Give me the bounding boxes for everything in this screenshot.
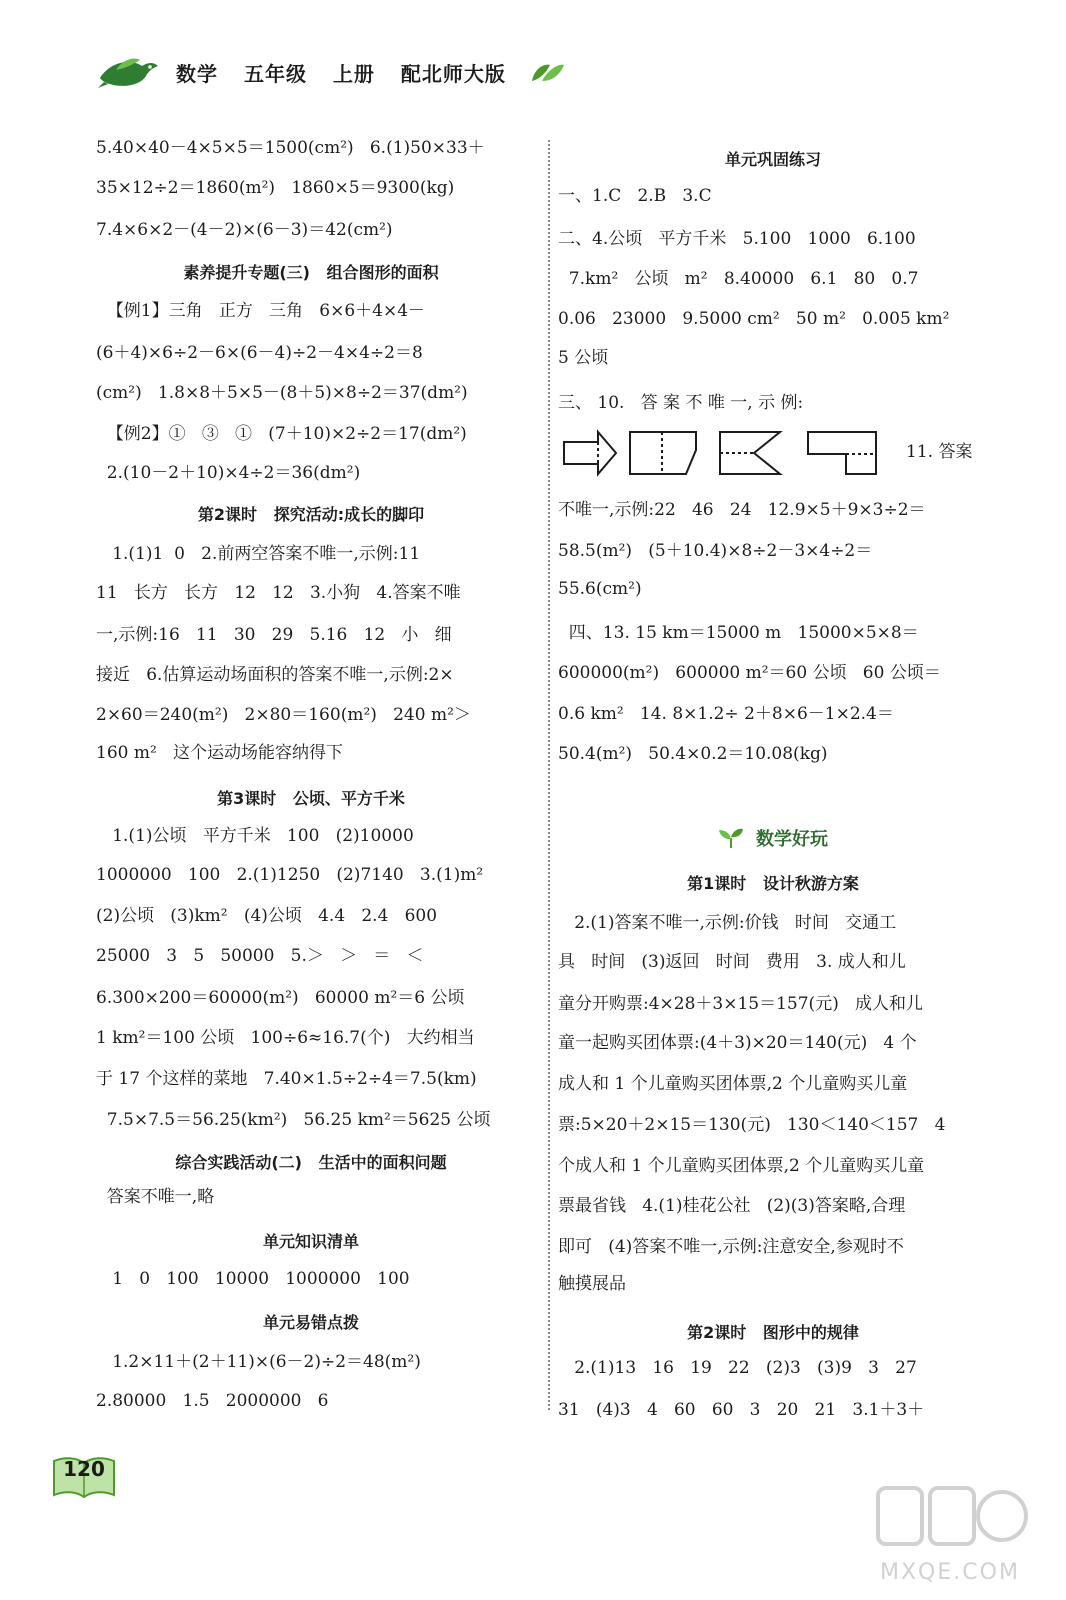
answer-line: 二、4.公顷 平方千米 5.100 1000 6.100: [558, 229, 916, 249]
header-volume: 上册: [332, 61, 375, 86]
answer-line: 1 km²＝100 公顷 100÷6≈16.7(个) 大约相当: [96, 1028, 475, 1048]
answer-line: 个成人和 1 个儿童购买团体票,2 个儿童购买儿童: [558, 1156, 925, 1176]
page-number-badge: [52, 1455, 116, 1501]
answer-line: 11 长方 长方 12 12 3.小狗 4.答案不唯: [96, 583, 461, 603]
answer-line: 2.(1)答案不唯一,示例:价钱 时间 交通工: [558, 913, 897, 933]
answer-line: 0.06 23000 9.5000 cm² 50 m² 0.005 km²: [558, 309, 950, 329]
arrow-shape: [564, 432, 616, 474]
answer-line: 于 17 个这样的菜地 7.40×1.5÷2÷4＝7.5(km): [96, 1069, 477, 1089]
answer-line: 1.(1)1 0 2.前两空答案不唯一,示例:11: [96, 544, 421, 564]
answer-line: 2.(10－2＋10)×4÷2＝36(dm²): [96, 463, 361, 483]
watermark-logo-icon: [872, 1478, 1032, 1558]
answer-line: 7.km² 公顷 m² 8.40000 6.1 80 0.7: [558, 269, 919, 289]
answer-line: 一,示例:16 11 30 29 5.16 12 小 细: [96, 625, 452, 645]
answer-line: 四、13. 15 km＝15000 m 15000×5×8＝: [558, 623, 919, 643]
header-edition: 配北师大版: [400, 61, 506, 86]
answer-line: 6.300×200＝60000(m²) 60000 m²＝6 公顷: [96, 988, 465, 1008]
answer-line: 31 (4)3 4 60 60 3 20 21 3.1＋3＋: [558, 1400, 925, 1420]
answer-line: 成人和 1 个儿童购买团体票,2 个儿童购买儿童: [558, 1074, 908, 1094]
answer-line: 600000(m²) 600000 m²＝60 公顷 60 公顷＝: [558, 663, 941, 683]
section-heading: 第2课时 探究活动:成长的脚印: [197, 505, 425, 524]
section-title-math-fun: [558, 825, 988, 851]
section-heading: 单元知识清单: [262, 1232, 359, 1251]
leaf-icon: [530, 61, 566, 83]
answer-line: 答案不唯一,略: [96, 1187, 215, 1207]
sprout-icon: [718, 828, 744, 848]
answer-line: 【例1】三角 正方 三角 6×6＋4×4－: [96, 301, 426, 321]
answer-line: 58.5(m²) (5＋10.4)×8÷2－3×4÷2＝: [558, 541, 873, 561]
answer-line: 童一起购买团体票:(4＋3)×20＝140(元) 4 个: [558, 1033, 917, 1053]
section-heading: 素养提升专题(三) 组合图形的面积: [183, 263, 439, 282]
answer-line: 5.40×40－4×5×5＝1500(cm²) 6.(1)50×33＋: [96, 138, 485, 158]
answer-line: 35×12÷2＝1860(m²) 1860×5＝9300(kg): [96, 178, 455, 198]
answer-line: 三、 10. 答 案 不 唯 一, 示 例:: [558, 393, 804, 413]
answer-line: 触摸展品: [558, 1274, 626, 1294]
section-heading: 单元巩固练习: [724, 150, 821, 169]
answer-line: 7.4×6×2－(4－2)×(6－3)＝42(cm²): [96, 220, 393, 240]
answer-line: 1 0 100 10000 1000000 100: [96, 1269, 410, 1289]
section-heading: 第3课时 公顷、平方千米: [217, 789, 405, 808]
watermark-text: MXQE.COM: [880, 1560, 1020, 1585]
column-divider: [548, 140, 550, 1410]
answer-line: (6＋4)×6÷2－6×(6－4)÷2－4×4÷2＝8: [96, 343, 423, 363]
answer-line: 25000 3 5 50000 5.＞ ＞ ＝ ＜: [96, 946, 424, 966]
answer-line: 童分开购票:4×28＋3×15＝157(元) 成人和儿: [558, 994, 924, 1014]
header-grade: 五年级: [243, 61, 307, 86]
answer-line: (cm²) 1.8×8＋5×5－(8＋5)×8÷2＝37(dm²): [96, 383, 468, 403]
answer-line: 具 时间 (3)返回 时间 费用 3. 成人和儿: [558, 952, 906, 972]
page-header: [96, 50, 566, 94]
section-heading: 综合实践活动(二) 生活中的面积问题: [175, 1153, 447, 1172]
answer-line: 一、1.C 2.B 3.C: [558, 186, 712, 206]
answer-line: 票最省钱 4.(1)桂花公社 (2)(3)答案略,合理: [558, 1196, 906, 1216]
section-heading: 单元易错点拨: [262, 1313, 359, 1332]
page-number: 120: [63, 1457, 105, 1481]
answer-line: 0.6 km² 14. 8×1.2÷ 2＋8×6－1×2.4＝: [558, 704, 894, 724]
header-subject: 数学: [176, 61, 218, 86]
answer-line: 50.4(m²) 50.4×0.2＝10.08(kg): [558, 744, 828, 764]
answer-line: 55.6(cm²): [558, 579, 642, 599]
answer-11-label: 11. 答案: [906, 442, 973, 462]
answer-line: (2)公顷 (3)km² (4)公顷 4.4 2.4 600: [96, 906, 438, 926]
section-heading: 第1课时 设计秋游方案: [687, 874, 859, 893]
answer-line: 1.(1)公顷 平方千米 100 (2)10000: [96, 826, 414, 846]
answer-line: 7.5×7.5＝56.25(km²) 56.25 km²＝5625 公顷: [96, 1110, 491, 1130]
answer-line: 不唯一,示例:22 46 24 12.9×5＋9×3÷2＝: [558, 500, 926, 520]
bird-logo-icon: [96, 52, 160, 92]
answer-line: 1000000 100 2.(1)1250 (2)7140 3.(1)m²: [96, 865, 484, 885]
answer-line: 【例2】① ③ ① (7＋10)×2÷2＝17(dm²): [96, 424, 467, 444]
answer-line: 票:5×20＋2×15＝130(元) 130＜140＜157 4: [558, 1115, 946, 1135]
answer-line: 1.2×11＋(2＋11)×(6－2)÷2＝48(m²): [96, 1352, 421, 1372]
answer-line: 2×60＝240(m²) 2×80＝160(m²) 240 m²＞: [96, 705, 471, 725]
answer-line: 5 公顷: [558, 348, 609, 368]
answer-line: 160 m² 这个运动场能容纳得下: [96, 743, 343, 763]
answer-line: 2.(1)13 16 19 22 (2)3 (3)9 3 27: [558, 1358, 917, 1378]
example-shapes-figure: [558, 428, 898, 478]
section-heading: 第2课时 图形中的规律: [687, 1323, 859, 1342]
answer-line: 2.80000 1.5 2000000 6: [96, 1391, 329, 1411]
watermark: [872, 1478, 1032, 1588]
section-title-text: 数学好玩: [756, 829, 828, 850]
answer-line: 即可 (4)答案不唯一,示例:注意安全,参观时不: [558, 1237, 904, 1257]
answer-line: 接近 6.估算运动场面积的答案不唯一,示例:2×: [96, 665, 454, 685]
